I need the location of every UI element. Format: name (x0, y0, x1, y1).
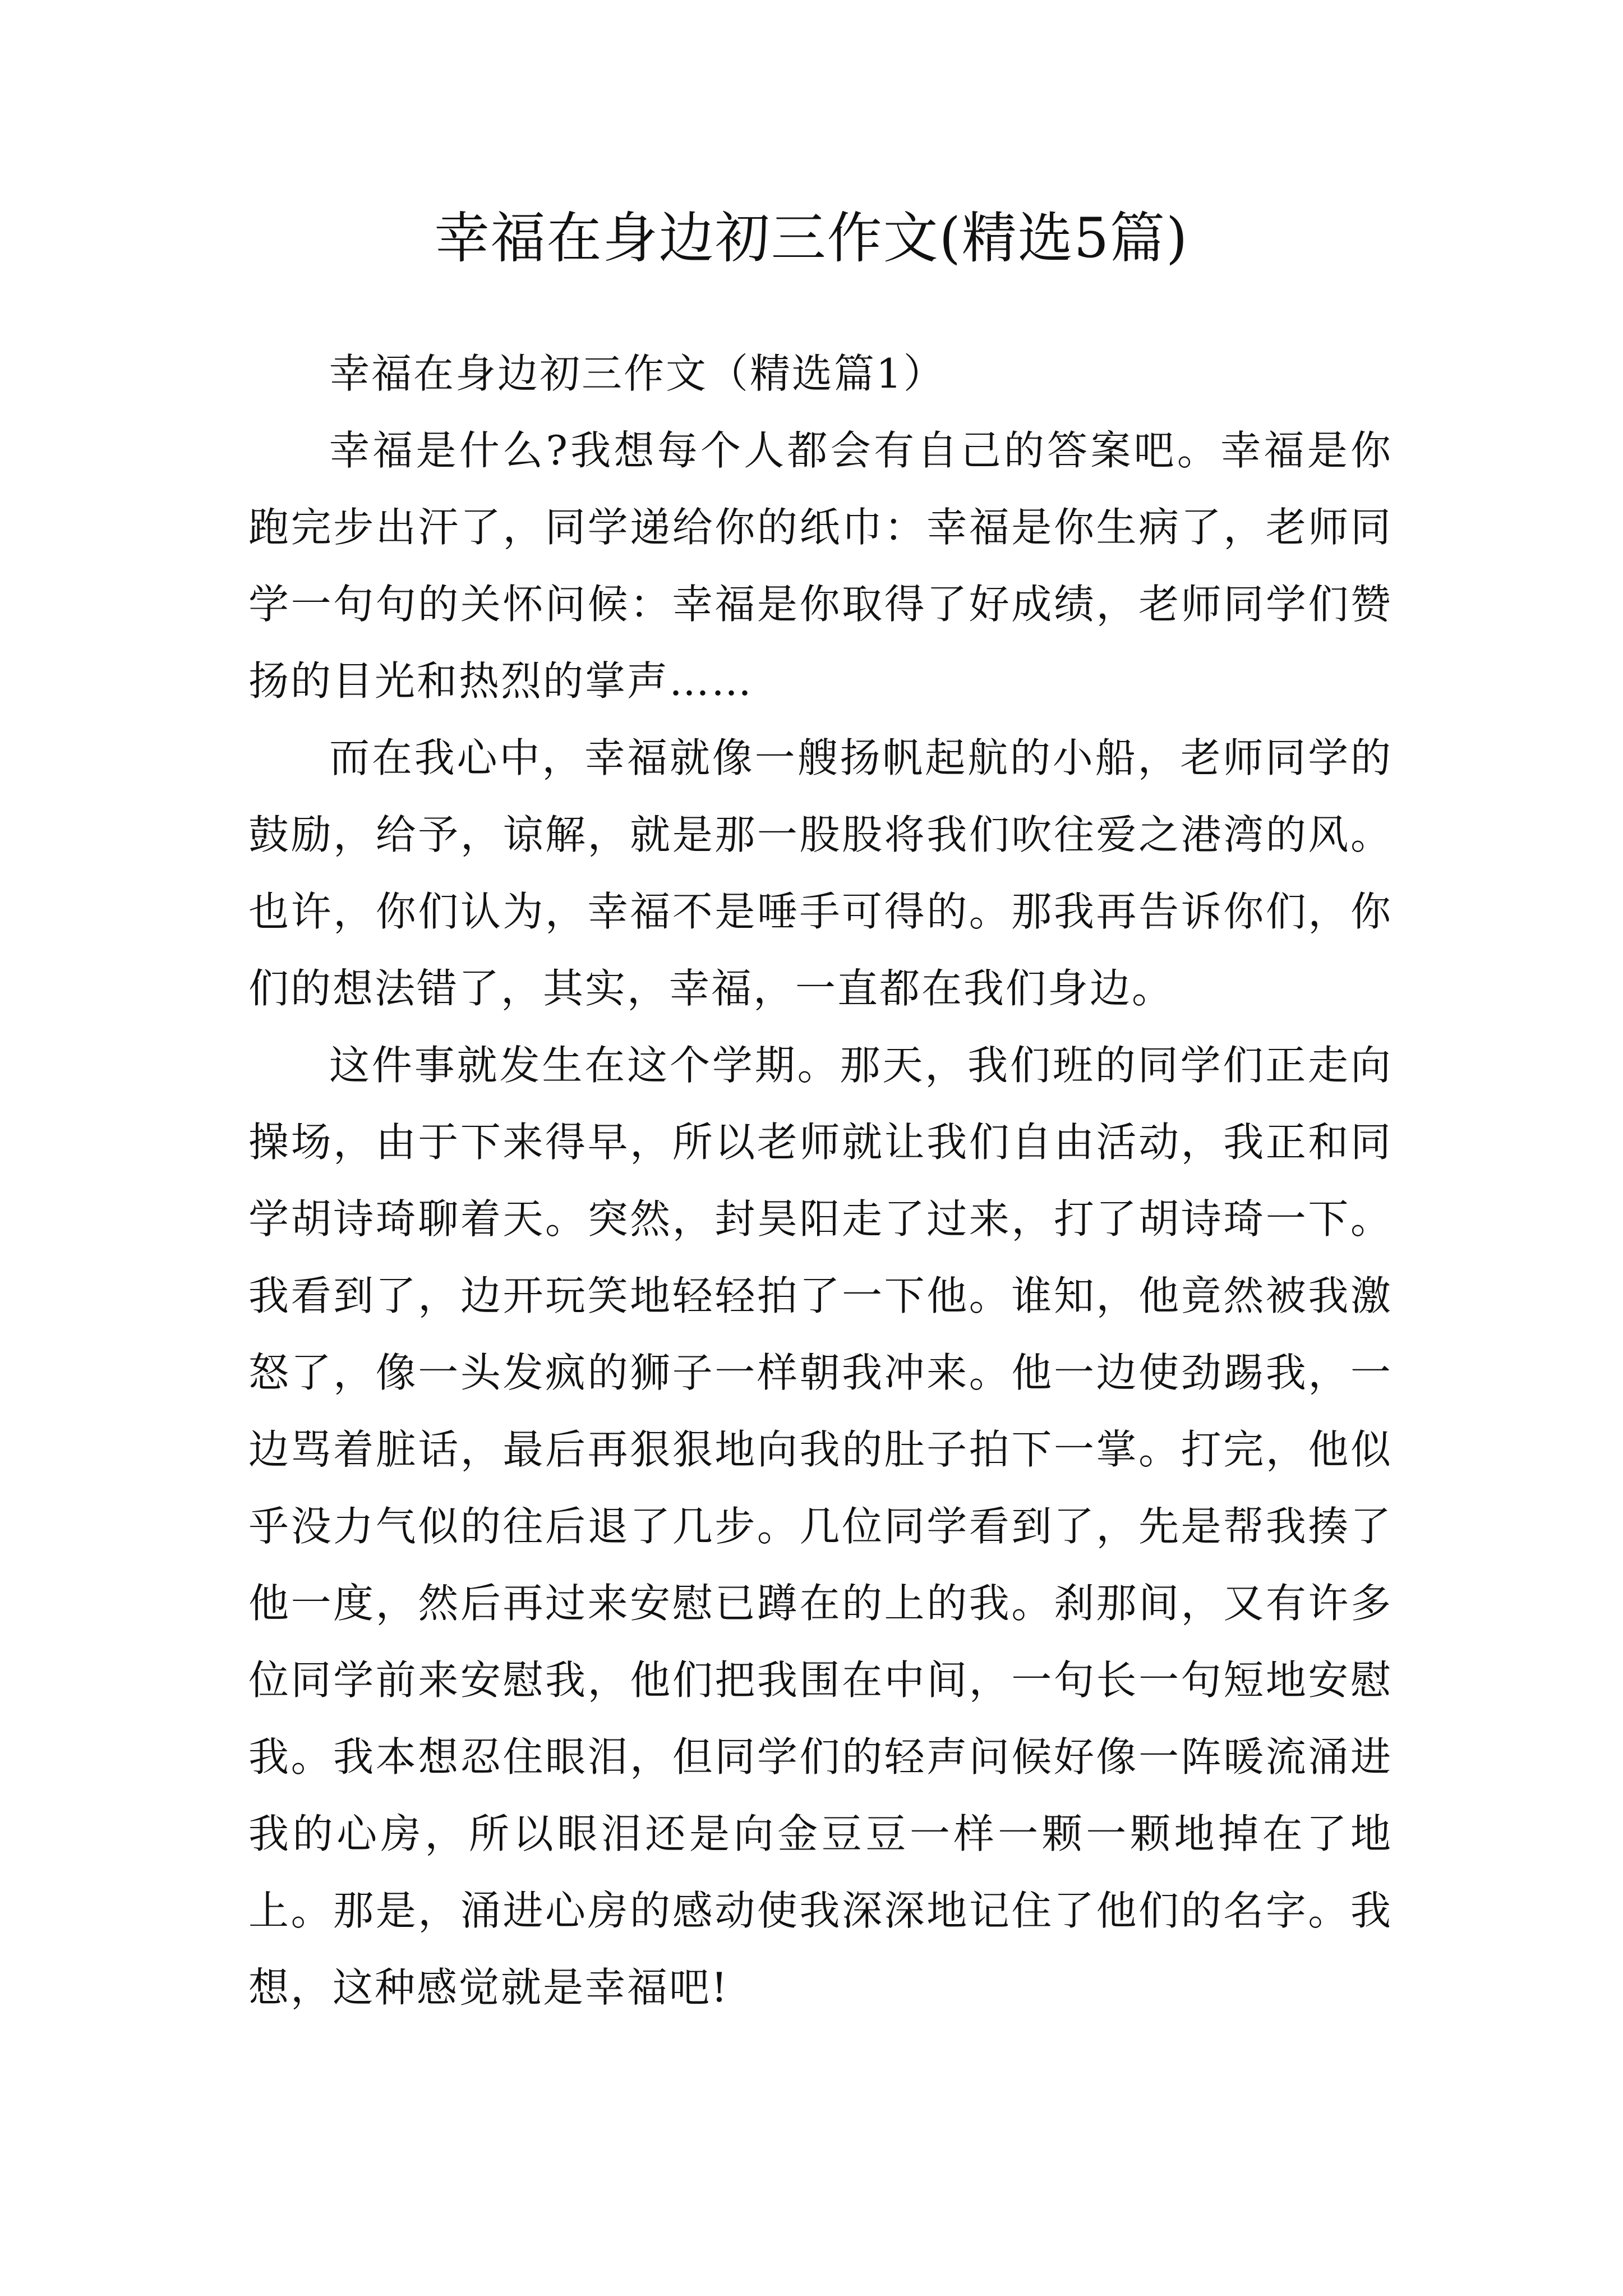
paragraph-3: 这件事就发生在这个学期。那天，我们班的同学们正走向操场，由于下来得早，所以老师就让我们自由活动，我正和同学胡诗琦聊着天。突然，封昊阳走了过来，打了胡诗琦一下。我看到了，边开玩笑地轻轻拍了一下他。谁知，他竟然被我激怒了，像一头发疯的狮子一样朝我冲来。他一边使劲踢我，一边骂着脏话，最后再狠狠地向我的肚子拍下一掌。打完，他似乎没力气似的往后退了几步。几位同学看到了，先是帮我揍了他一度，然后再过来安慰已蹲在的上的我。刹那间，又有许多位同学前来安慰我，他们把我围在中间，一句长一句短地安慰我。我本想忍住眼泪，但同学们的轻声问候好像一阵暖流涌进我的心房，所以眼泪还是向金豆豆一样一颗一颗地掉在了地上。那是，涌进心房的感动使我深深地记住了他们的名字。我想，这种感觉就是幸福吧! (248, 1042, 1393, 2011)
paragraph-1: 幸福是什么?我想每个人都会有自己的答案吧。幸福是你跑完步出汗了，同学递给你的纸巾：幸福是你生病了，老师同学一句句的关怀问候：幸福是你取得了好成绩，老师同学们赞扬的目光和热烈的掌声…… (248, 427, 1393, 705)
paragraph-2: 而在我心中，幸福就像一艘扬帆起航的小船，老师同学的鼓励，给予，谅解，就是那一股股将我们吹往爱之港湾的风。也许，你们认为，幸福不是唾手可得的。那我再告诉你们，你们的想法错了，其实，幸福，一直都在我们身边。 (248, 734, 1393, 1012)
document-title: 幸福在身边初三作文(精选5篇) (434, 206, 1189, 270)
document-body (248, 335, 1393, 2026)
section-heading: 幸福在身边初三作文（精选篇1） (329, 350, 946, 397)
